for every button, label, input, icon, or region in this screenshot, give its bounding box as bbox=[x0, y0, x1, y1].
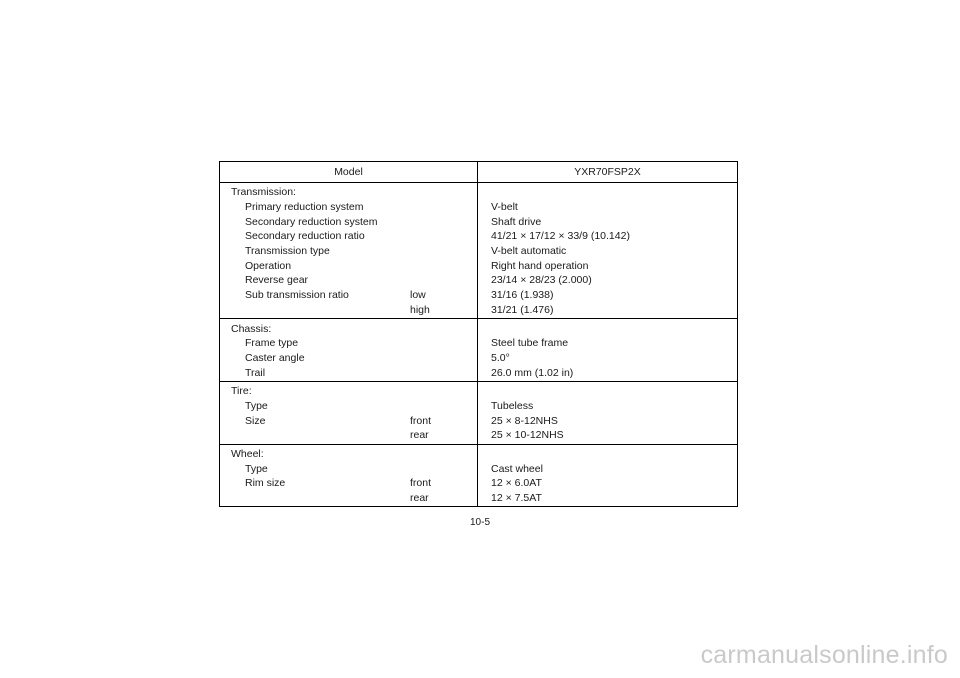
spec-value: Cast wheel bbox=[491, 462, 543, 475]
section-title-row bbox=[220, 384, 737, 399]
spec-label: Reverse gear bbox=[245, 274, 309, 287]
watermark: carmanualsonline.info bbox=[700, 641, 948, 669]
spec-row bbox=[220, 461, 737, 476]
spec-label: Caster angle bbox=[245, 351, 305, 364]
spec-section bbox=[220, 183, 737, 319]
spec-row bbox=[220, 229, 737, 244]
spec-section bbox=[220, 319, 737, 382]
spec-label: Sub transmission ratio bbox=[245, 289, 349, 302]
spec-row bbox=[220, 476, 737, 491]
section-title: Wheel: bbox=[231, 448, 264, 461]
spec-table bbox=[219, 161, 738, 507]
section-title-row bbox=[220, 185, 737, 200]
model-value: YXR70FSP2X bbox=[574, 166, 641, 178]
spec-row bbox=[220, 351, 737, 366]
spec-label: Rim size bbox=[245, 477, 286, 490]
spec-row bbox=[220, 288, 737, 303]
spec-section bbox=[220, 445, 737, 507]
spec-row bbox=[220, 214, 737, 229]
spec-value: Shaft drive bbox=[491, 215, 542, 228]
spec-row bbox=[220, 200, 737, 215]
section-title-row bbox=[220, 447, 737, 462]
spec-label: Transmission type bbox=[245, 245, 330, 258]
spec-sublabel: low bbox=[410, 289, 426, 302]
spec-label: Size bbox=[245, 414, 266, 427]
spec-value: 26.0 mm (1.02 in) bbox=[491, 366, 574, 379]
spec-value: Steel tube frame bbox=[491, 337, 569, 350]
model-label: Model bbox=[220, 162, 478, 182]
spec-label: Trail bbox=[245, 366, 266, 379]
spec-row bbox=[220, 336, 737, 351]
spec-sublabel: rear bbox=[410, 429, 429, 442]
spec-row bbox=[220, 399, 737, 414]
spec-row bbox=[220, 273, 737, 288]
spec-label: Operation bbox=[245, 259, 292, 272]
spec-label: Type bbox=[245, 399, 268, 412]
spec-sublabel: front bbox=[410, 477, 432, 490]
spec-label: Type bbox=[245, 462, 268, 475]
spec-sections bbox=[220, 183, 737, 506]
section-title: Transmission: bbox=[231, 186, 296, 199]
spec-label: Primary reduction system bbox=[245, 201, 364, 214]
spec-section bbox=[220, 382, 737, 445]
spec-value: 5.0° bbox=[491, 351, 510, 364]
spec-sublabel: high bbox=[410, 303, 430, 316]
spec-value: 31/21 (1.476) bbox=[491, 303, 554, 316]
spec-row bbox=[220, 365, 737, 380]
page-number: 10-5 bbox=[469, 517, 490, 528]
spec-value: 23/14 × 28/23 (2.000) bbox=[491, 274, 592, 287]
spec-value: 41/21 × 17/12 × 33/9 (10.142) bbox=[491, 230, 630, 243]
spec-row bbox=[220, 413, 737, 428]
section-title: Chassis: bbox=[231, 322, 272, 335]
spec-value: 25 × 10-12NHS bbox=[491, 429, 564, 442]
spec-sublabel: front bbox=[410, 414, 432, 427]
spec-row bbox=[220, 303, 737, 318]
spec-row bbox=[220, 244, 737, 259]
spec-row bbox=[220, 428, 737, 443]
spec-value: V-belt bbox=[491, 201, 518, 214]
spec-value: 12 × 6.0AT bbox=[491, 477, 542, 490]
spec-label: Frame type bbox=[245, 337, 299, 350]
spec-row bbox=[220, 258, 737, 273]
spec-sublabel: rear bbox=[410, 492, 429, 505]
section-title: Tire: bbox=[231, 385, 252, 398]
spec-label: Secondary reduction system bbox=[245, 215, 378, 228]
spec-value: V-belt automatic bbox=[491, 245, 567, 258]
spec-value: 31/16 (1.938) bbox=[491, 289, 554, 302]
spec-value: 12 × 7.5AT bbox=[491, 492, 542, 505]
spec-value: Tubeless bbox=[491, 399, 534, 412]
table-header bbox=[220, 162, 737, 183]
spec-row bbox=[220, 491, 737, 506]
spec-value: 25 × 8-12NHS bbox=[491, 414, 558, 427]
spec-label: Secondary reduction ratio bbox=[245, 230, 365, 243]
section-title-row bbox=[220, 321, 737, 336]
spec-value: Right hand operation bbox=[491, 259, 589, 272]
